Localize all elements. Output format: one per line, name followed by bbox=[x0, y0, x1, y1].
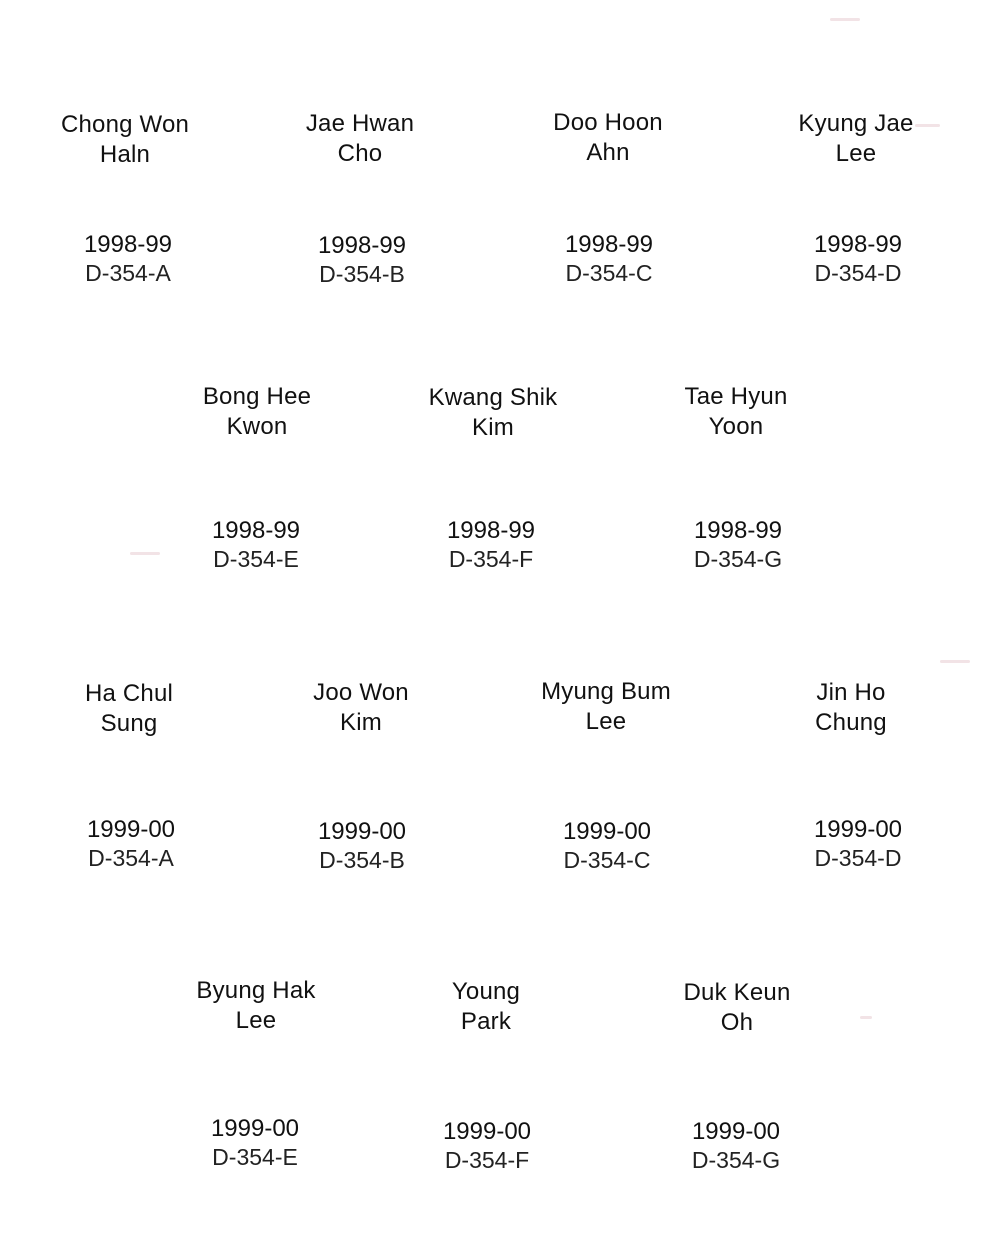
year: 1999-00 bbox=[691, 1118, 781, 1145]
last-name: Ahn bbox=[586, 139, 630, 166]
year: 1999-00 bbox=[210, 1115, 300, 1142]
label-info bbox=[272, 818, 452, 874]
last-name: Lee bbox=[235, 1007, 277, 1034]
code: D-354-D bbox=[814, 260, 902, 286]
year: 1998-99 bbox=[317, 232, 407, 259]
name-label bbox=[35, 110, 215, 170]
label-info bbox=[41, 816, 221, 872]
code: D-354-A bbox=[85, 260, 171, 286]
name-label bbox=[39, 679, 219, 739]
label-info bbox=[768, 816, 948, 872]
first-name: Ha Chul bbox=[84, 680, 174, 707]
last-name: Lee bbox=[835, 140, 877, 167]
label-info bbox=[517, 818, 697, 874]
code: D-354-B bbox=[319, 261, 405, 287]
scan-smudge bbox=[830, 18, 860, 21]
code: D-354-E bbox=[213, 546, 299, 572]
label-info bbox=[272, 232, 452, 288]
last-name: Park bbox=[460, 1008, 512, 1035]
label-info bbox=[519, 231, 699, 287]
year: 1998-99 bbox=[564, 231, 654, 258]
first-name: Myung Bum bbox=[541, 678, 671, 705]
last-name: Kwon bbox=[226, 413, 288, 440]
name-label bbox=[271, 678, 451, 738]
last-name: Chung bbox=[815, 709, 887, 736]
label-info bbox=[166, 517, 346, 573]
year: 1999-00 bbox=[86, 816, 176, 843]
code: D-354-A bbox=[88, 845, 174, 871]
code: D-354-F bbox=[448, 546, 534, 572]
label-info bbox=[648, 517, 828, 573]
last-name: Oh bbox=[720, 1009, 754, 1036]
name-label bbox=[270, 109, 450, 169]
first-name: Joo Won bbox=[313, 679, 409, 706]
name-label bbox=[646, 382, 826, 442]
first-name: Young bbox=[451, 978, 521, 1005]
last-name: Kim bbox=[340, 709, 382, 736]
last-name: Lee bbox=[585, 708, 627, 735]
code: D-354-B bbox=[319, 847, 405, 873]
label-info bbox=[165, 1115, 345, 1171]
name-label bbox=[766, 109, 946, 169]
last-name: Haln bbox=[99, 141, 151, 168]
code: D-354-C bbox=[565, 260, 653, 286]
label-info bbox=[768, 231, 948, 287]
last-name: Kim bbox=[472, 414, 514, 441]
year: 1999-00 bbox=[813, 816, 903, 843]
first-name: Doo Hoon bbox=[553, 109, 663, 136]
first-name: Chong Won bbox=[60, 111, 190, 138]
name-label bbox=[516, 677, 696, 737]
year: 1998-99 bbox=[813, 231, 903, 258]
code: D-354-F bbox=[444, 1147, 530, 1173]
code: D-354-G bbox=[691, 1147, 781, 1173]
label-info bbox=[38, 231, 218, 287]
first-name: Byung Hak bbox=[196, 977, 316, 1004]
year: 1998-99 bbox=[211, 517, 301, 544]
year: 1998-99 bbox=[446, 517, 536, 544]
first-name: Bong Hee bbox=[202, 383, 312, 410]
first-name: Jin Ho bbox=[816, 679, 886, 706]
label-info bbox=[397, 1118, 577, 1174]
scan-smudge bbox=[940, 660, 970, 663]
last-name: Cho bbox=[337, 140, 383, 167]
year: 1999-00 bbox=[317, 818, 407, 845]
year: 1998-99 bbox=[693, 517, 783, 544]
name-label bbox=[761, 678, 941, 738]
first-name: Jae Hwan bbox=[305, 110, 415, 137]
label-info bbox=[646, 1118, 826, 1174]
year: 1999-00 bbox=[562, 818, 652, 845]
code: D-354-D bbox=[814, 845, 902, 871]
name-label bbox=[647, 978, 827, 1038]
label-info bbox=[401, 517, 581, 573]
name-label bbox=[518, 108, 698, 168]
name-label bbox=[396, 977, 576, 1037]
year: 1999-00 bbox=[442, 1118, 532, 1145]
first-name: Kyung Jae bbox=[798, 110, 914, 137]
first-name: Duk Keun bbox=[683, 979, 791, 1006]
first-name: Kwang Shik bbox=[428, 384, 558, 411]
scan-smudge bbox=[130, 552, 160, 555]
code: D-354-C bbox=[563, 847, 651, 873]
name-label bbox=[167, 382, 347, 442]
name-label bbox=[166, 976, 346, 1036]
first-name: Tae Hyun bbox=[684, 383, 788, 410]
code: D-354-E bbox=[212, 1144, 298, 1170]
code: D-354-G bbox=[693, 546, 783, 572]
name-label bbox=[403, 383, 583, 443]
year: 1998-99 bbox=[83, 231, 173, 258]
last-name: Yoon bbox=[708, 413, 764, 440]
scan-smudge bbox=[860, 1016, 872, 1019]
last-name: Sung bbox=[100, 710, 158, 737]
